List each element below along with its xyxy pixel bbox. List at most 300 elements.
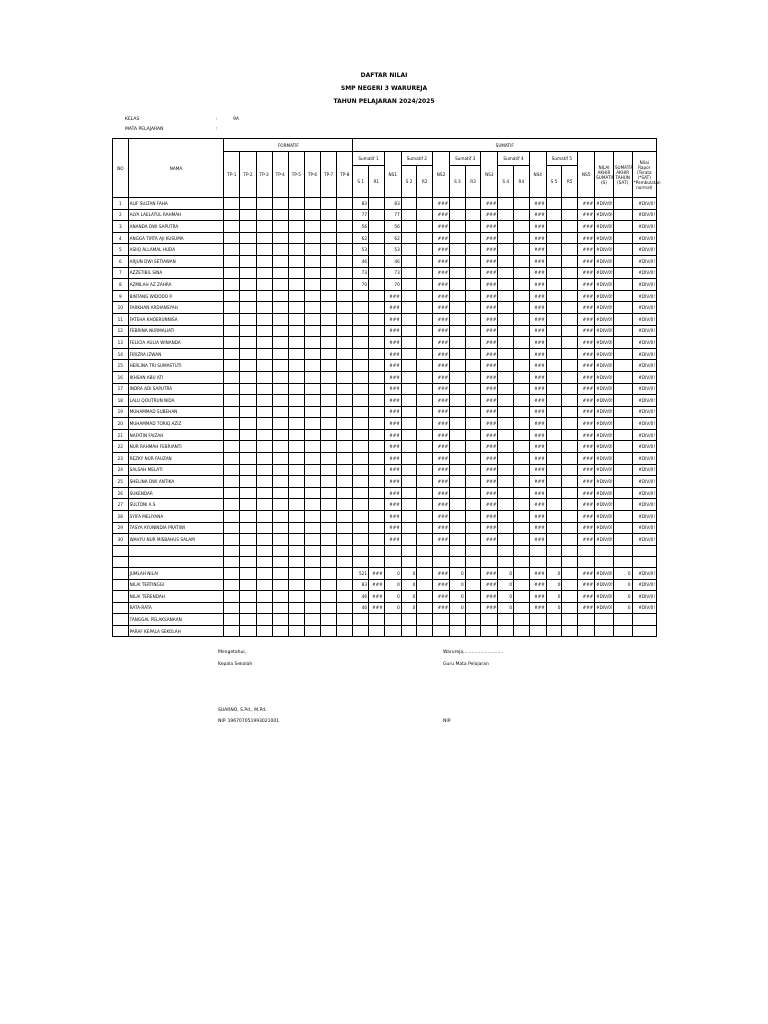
tp-summary-cell	[321, 602, 337, 614]
nilai-rapor: #DIV/0!	[632, 337, 656, 349]
ns3-score: ###	[481, 383, 498, 395]
tp-score-cell	[256, 522, 272, 534]
sumatif-3-score	[450, 232, 466, 244]
ns3-summary: ###	[481, 567, 498, 579]
sumatif-4-score	[498, 418, 514, 430]
tp-score-cell	[288, 371, 304, 383]
empty-cell	[450, 557, 466, 568]
remedial-2-score	[417, 337, 433, 349]
sumatif-1-score: 83	[353, 198, 369, 210]
remedial-4-score	[514, 487, 530, 499]
tp-summary-cell	[224, 579, 240, 591]
student-name: MUHAMMAD TORIQ AZIZ	[128, 418, 224, 430]
ns4-summary: ###	[529, 567, 546, 579]
sumatif-1-score	[353, 429, 369, 441]
tp-score-cell	[272, 534, 288, 546]
header-ns-3: NS3	[481, 152, 498, 198]
tp-score-cell	[304, 395, 320, 407]
remedial-4-score	[514, 267, 530, 279]
remedial-5-score	[562, 221, 578, 233]
header-s-4: S 4	[498, 166, 514, 198]
tp-score-cell	[240, 360, 256, 372]
tp-score-cell	[288, 244, 304, 256]
tp-score-cell	[304, 244, 320, 256]
sumatif-4-score	[498, 221, 514, 233]
sumatif-1-score	[353, 360, 369, 372]
nilai-akhir-sumatif: #DIV/0!	[595, 476, 614, 488]
nilai-rapor: #DIV/0!	[632, 348, 656, 360]
tp-score-cell	[337, 209, 353, 221]
remedial-3-score	[465, 360, 481, 372]
tp-score-cell	[288, 487, 304, 499]
remedial-3-score	[465, 371, 481, 383]
ns3-score: ###	[481, 476, 498, 488]
tp-score-cell	[240, 198, 256, 210]
ns1-summary: 0	[384, 591, 401, 603]
empty-cell	[401, 614, 417, 626]
remedial-2-score	[417, 360, 433, 372]
sumatif-3-score	[450, 464, 466, 476]
ns5-score: ###	[577, 244, 594, 256]
tp-score-cell	[321, 487, 337, 499]
tp-score-cell	[272, 221, 288, 233]
ns5-score: ###	[577, 534, 594, 546]
tp-score-cell	[321, 302, 337, 314]
sumatif-akhir-tahun	[613, 464, 632, 476]
sumatif-2-score	[401, 360, 417, 372]
remedial-4-score	[514, 476, 530, 488]
header-r-2: R2	[417, 166, 433, 198]
ns1-score: ###	[384, 395, 401, 407]
sumatif-2-score	[401, 255, 417, 267]
empty-cell	[384, 545, 401, 557]
sumatif-4-score	[498, 371, 514, 383]
nilai-akhir-sumatif: #DIV/0!	[595, 406, 614, 418]
empty-cell	[384, 614, 401, 626]
table-row	[113, 406, 657, 418]
tp-summary-cell	[321, 625, 337, 637]
empty-cell	[514, 557, 530, 568]
table-row	[113, 418, 657, 430]
remedial-2-score	[417, 395, 433, 407]
remedial-5-score	[562, 279, 578, 291]
sat-summary: 0	[613, 579, 632, 591]
nilai-rapor: #DIV/0!	[632, 371, 656, 383]
sumatif-2-score	[401, 198, 417, 210]
ns3-score: ###	[481, 429, 498, 441]
ns1-score: ###	[384, 418, 401, 430]
remedial-1-score	[369, 360, 385, 372]
ns4-score: ###	[529, 348, 546, 360]
ns5-score: ###	[577, 464, 594, 476]
empty-cell	[546, 625, 562, 637]
ns2-score: ###	[432, 487, 449, 499]
remedial-3-score	[465, 244, 481, 256]
empty-cell	[113, 557, 129, 568]
tp-summary-cell	[337, 602, 353, 614]
sumatif-1-score	[353, 522, 369, 534]
nilai-akhir-summary: #DIV/0!	[595, 591, 614, 603]
sumatif-4-score	[498, 464, 514, 476]
tp-summary-cell	[256, 602, 272, 614]
tp-score-cell	[272, 511, 288, 523]
nilai-rapor-summary: #DIV/0!	[632, 567, 656, 579]
student-no: 6	[113, 255, 129, 267]
nilai-rapor: #DIV/0!	[632, 290, 656, 302]
ns2-score: ###	[432, 279, 449, 291]
tp-score-cell	[321, 337, 337, 349]
student-name: ANANDA DWI SAPUTRA	[128, 221, 224, 233]
tp-score-cell	[272, 232, 288, 244]
sumatif-akhir-tahun	[613, 476, 632, 488]
remedial-5-summary	[562, 567, 578, 579]
sumatif-3-score	[450, 337, 466, 349]
tp-summary-cell	[272, 591, 288, 603]
remedial-1-summary: ###	[369, 591, 385, 603]
student-name: REZKY NUR FAUZAN	[128, 453, 224, 465]
tp-score-cell	[272, 198, 288, 210]
sumatif-4-score	[498, 302, 514, 314]
empty-cell	[353, 557, 369, 568]
tp-score-cell	[256, 337, 272, 349]
tp-summary-cell	[272, 614, 288, 626]
empty-cell	[224, 545, 240, 557]
tp-summary-cell	[224, 614, 240, 626]
table-row	[113, 383, 657, 395]
tp-score-cell	[337, 255, 353, 267]
table-row	[113, 221, 657, 233]
remedial-1-score	[369, 429, 385, 441]
sumatif-3-summary: 0	[450, 579, 466, 591]
ns1-score: ###	[384, 348, 401, 360]
tp-score-cell	[272, 209, 288, 221]
tp-score-cell	[304, 348, 320, 360]
ns4-score: ###	[529, 406, 546, 418]
ns1-score: 62	[384, 232, 401, 244]
remedial-1-summary: ###	[369, 602, 385, 614]
tp-summary-cell	[272, 602, 288, 614]
nilai-rapor: #DIV/0!	[632, 360, 656, 372]
head-nip: NIP. 196707051993021001	[218, 719, 280, 724]
sumatif-1-score: 46	[353, 255, 369, 267]
sumatif-akhir-tahun	[613, 534, 632, 546]
tp-score-cell	[240, 244, 256, 256]
student-name: INDRA ADI SAPUTRA	[128, 383, 224, 395]
header-r-4: R4	[514, 166, 530, 198]
empty-cell	[272, 545, 288, 557]
sumatif-2-score	[401, 221, 417, 233]
student-name: FELICIA AULIA WINANDA	[128, 337, 224, 349]
tp-score-cell	[240, 290, 256, 302]
empty-cell	[498, 557, 514, 568]
sumatif-3-score	[450, 441, 466, 453]
summary-label: RATA-RATA	[128, 602, 224, 614]
sumatif-2-score	[401, 302, 417, 314]
remedial-4-summary	[514, 567, 530, 579]
sumatif-2-score	[401, 395, 417, 407]
summary-no	[113, 614, 129, 626]
remedial-5-score	[562, 302, 578, 314]
ns3-score: ###	[481, 279, 498, 291]
tp-score-cell	[337, 267, 353, 279]
student-no: 27	[113, 499, 129, 511]
empty-cell	[546, 614, 562, 626]
kelas-value: 9A	[233, 117, 239, 122]
sumatif-2-summary: 0	[401, 579, 417, 591]
empty-cell	[401, 557, 417, 568]
empty-cell	[353, 614, 369, 626]
ns3-summary: ###	[481, 602, 498, 614]
sumatif-2-score	[401, 522, 417, 534]
remedial-2-score	[417, 279, 433, 291]
sumatif-1-score	[353, 441, 369, 453]
sumatif-4-summary: 0	[498, 579, 514, 591]
remedial-5-score	[562, 198, 578, 210]
student-name: ALIF SULTAN FAHA	[128, 198, 224, 210]
ns2-score: ###	[432, 453, 449, 465]
sumatif-5-score	[546, 418, 562, 430]
remedial-4-score	[514, 418, 530, 430]
empty-cell	[337, 557, 353, 568]
tp-score-cell	[224, 395, 240, 407]
empty-cell	[481, 625, 498, 637]
table-row	[113, 522, 657, 534]
remedial-3-score	[465, 406, 481, 418]
nilai-rapor: #DIV/0!	[632, 487, 656, 499]
tp-score-cell	[321, 255, 337, 267]
table-row	[113, 579, 657, 591]
nilai-akhir-sumatif: #DIV/0!	[595, 244, 614, 256]
ns3-score: ###	[481, 255, 498, 267]
empty-cell	[432, 614, 449, 626]
sumatif-5-score	[546, 244, 562, 256]
tp-score-cell	[288, 232, 304, 244]
empty-cell	[632, 625, 656, 637]
student-no: 19	[113, 406, 129, 418]
nilai-rapor: #DIV/0!	[632, 441, 656, 453]
ns4-score: ###	[529, 198, 546, 210]
ns3-score: ###	[481, 302, 498, 314]
sumatif-4-summary: 0	[498, 602, 514, 614]
remedial-2-summary	[417, 591, 433, 603]
summary-no	[113, 602, 129, 614]
sumatif-3-score	[450, 348, 466, 360]
remedial-5-score	[562, 487, 578, 499]
remedial-5-score	[562, 441, 578, 453]
mengetahui-text: Mengetahui,	[218, 650, 247, 655]
ns4-summary: ###	[529, 602, 546, 614]
remedial-3-score	[465, 325, 481, 337]
empty-cell	[514, 545, 530, 557]
tp-score-cell	[240, 476, 256, 488]
tp-score-cell	[272, 418, 288, 430]
remedial-2-score	[417, 453, 433, 465]
tp-score-cell	[321, 290, 337, 302]
tp-score-cell	[321, 325, 337, 337]
header-s-2: S 2	[401, 166, 417, 198]
student-name: HERLINA TRI SUMASTUTI	[128, 360, 224, 372]
remedial-1-score	[369, 267, 385, 279]
ns4-score: ###	[529, 244, 546, 256]
tp-score-cell	[321, 221, 337, 233]
sumatif-5-summary: 0	[546, 567, 562, 579]
tp-score-cell	[256, 255, 272, 267]
tp-score-cell	[272, 290, 288, 302]
sumatif-akhir-tahun	[613, 348, 632, 360]
nilai-akhir-sumatif: #DIV/0!	[595, 453, 614, 465]
sumatif-4-score	[498, 476, 514, 488]
empty-cell	[529, 614, 546, 626]
remedial-4-score	[514, 325, 530, 337]
table-row	[113, 429, 657, 441]
tp-score-cell	[304, 325, 320, 337]
tp-score-cell	[337, 418, 353, 430]
tp-score-cell	[337, 198, 353, 210]
ns2-score: ###	[432, 325, 449, 337]
tp-score-cell	[256, 441, 272, 453]
empty-cell	[432, 545, 449, 557]
tp-summary-cell	[288, 614, 304, 626]
sumatif-3-score	[450, 255, 466, 267]
empty-cell	[481, 545, 498, 557]
empty-cell	[417, 545, 433, 557]
tp-summary-cell	[256, 625, 272, 637]
document-title: DAFTAR NILAI	[360, 72, 408, 79]
tp-score-cell	[288, 476, 304, 488]
table-row	[113, 395, 657, 407]
ns1-score: 73	[384, 267, 401, 279]
tp-score-cell	[224, 290, 240, 302]
ns1-score: 56	[384, 221, 401, 233]
table-row	[113, 453, 657, 465]
tp-summary-cell	[240, 602, 256, 614]
tp-score-cell	[337, 511, 353, 523]
empty-cell	[353, 625, 369, 637]
ns3-score: ###	[481, 325, 498, 337]
ns4-score: ###	[529, 360, 546, 372]
sumatif-4-score	[498, 255, 514, 267]
ns1-score: ###	[384, 499, 401, 511]
tp-score-cell	[256, 267, 272, 279]
ns1-score: ###	[384, 464, 401, 476]
empty-cell	[450, 625, 466, 637]
nilai-akhir-sumatif: #DIV/0!	[595, 418, 614, 430]
ns5-score: ###	[577, 302, 594, 314]
remedial-2-score	[417, 244, 433, 256]
remedial-3-score	[465, 232, 481, 244]
student-no: 24	[113, 464, 129, 476]
tp-score-cell	[224, 198, 240, 210]
tp-score-cell	[337, 429, 353, 441]
ns5-score: ###	[577, 511, 594, 523]
tp-score-cell	[224, 487, 240, 499]
tp-score-cell	[224, 418, 240, 430]
tp-score-cell	[240, 221, 256, 233]
tp-score-cell	[288, 499, 304, 511]
sumatif-2-score	[401, 209, 417, 221]
tp-score-cell	[240, 429, 256, 441]
tp-score-cell	[240, 209, 256, 221]
sumatif-2-score	[401, 487, 417, 499]
sumatif-5-score	[546, 232, 562, 244]
tp-score-cell	[256, 221, 272, 233]
tp-score-cell	[256, 476, 272, 488]
tp-score-cell	[337, 499, 353, 511]
student-no: 23	[113, 453, 129, 465]
ns4-summary: ###	[529, 591, 546, 603]
remedial-4-score	[514, 279, 530, 291]
sumatif-akhir-tahun	[613, 487, 632, 499]
ns5-score: ###	[577, 499, 594, 511]
remedial-5-score	[562, 255, 578, 267]
remedial-2-score	[417, 255, 433, 267]
empty-cell	[546, 545, 562, 557]
tp-score-cell	[288, 290, 304, 302]
nilai-rapor: #DIV/0!	[632, 267, 656, 279]
ns3-score: ###	[481, 267, 498, 279]
nilai-akhir-sumatif: #DIV/0!	[595, 395, 614, 407]
remedial-1-score	[369, 198, 385, 210]
ns4-score: ###	[529, 302, 546, 314]
remedial-3-summary	[465, 602, 481, 614]
tp-score-cell	[321, 383, 337, 395]
student-name: SULTONI A.S	[128, 499, 224, 511]
remedial-4-score	[514, 198, 530, 210]
table-row	[113, 371, 657, 383]
tp-score-cell	[304, 534, 320, 546]
remedial-3-score	[465, 302, 481, 314]
header-sumatif-group-2: Sumatif 2	[401, 152, 432, 166]
remedial-3-score	[465, 198, 481, 210]
tp-score-cell	[337, 360, 353, 372]
tp-score-cell	[256, 279, 272, 291]
tp-score-cell	[272, 464, 288, 476]
table-row	[113, 267, 657, 279]
tp-score-cell	[337, 464, 353, 476]
sumatif-5-score	[546, 325, 562, 337]
ns2-score: ###	[432, 395, 449, 407]
remedial-1-score	[369, 383, 385, 395]
remedial-5-score	[562, 290, 578, 302]
empty-cell	[432, 625, 449, 637]
student-no: 17	[113, 383, 129, 395]
remedial-3-score	[465, 476, 481, 488]
remedial-4-score	[514, 522, 530, 534]
sumatif-3-summary: 0	[450, 602, 466, 614]
tp-score-cell	[272, 255, 288, 267]
sumatif-3-score	[450, 279, 466, 291]
sumatif-2-score	[401, 290, 417, 302]
header-nilai-akhir: NILAI AKHIR SUMATIF (S)	[595, 152, 614, 198]
tp-score-cell	[304, 453, 320, 465]
ns3-score: ###	[481, 418, 498, 430]
tp-score-cell	[321, 313, 337, 325]
remedial-4-score	[514, 406, 530, 418]
ns3-score: ###	[481, 221, 498, 233]
tp-score-cell	[321, 453, 337, 465]
ns4-score: ###	[529, 383, 546, 395]
remedial-5-score	[562, 406, 578, 418]
tp-score-cell	[240, 395, 256, 407]
tp-score-cell	[256, 244, 272, 256]
empty-cell	[417, 557, 433, 568]
remedial-4-score	[514, 209, 530, 221]
remedial-1-score	[369, 244, 385, 256]
tp-score-cell	[240, 511, 256, 523]
ns3-score: ###	[481, 464, 498, 476]
ns1-summary: 0	[384, 567, 401, 579]
tp-score-cell	[224, 302, 240, 314]
